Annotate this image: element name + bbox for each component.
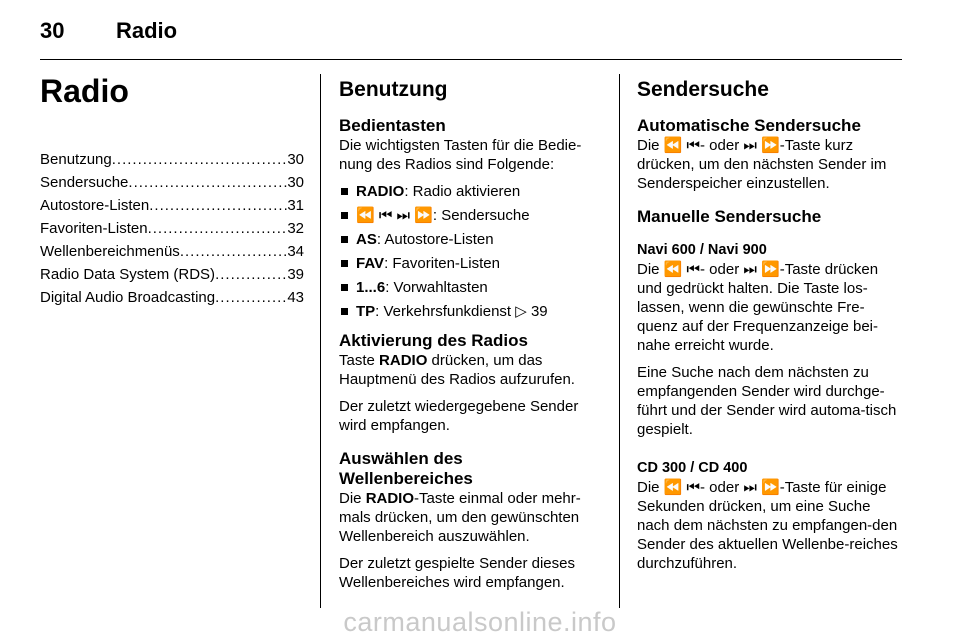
bullet-square-icon	[341, 188, 348, 195]
list-item: 1...6: Vorwahltasten	[339, 278, 607, 297]
toc-item[interactable]	[40, 263, 304, 286]
paragraph: Die wichtigsten Tasten für die Bedie-nung des Radios sind Folgende:	[339, 137, 582, 173]
toc-item-label: Digital Audio Broadcasting	[40, 289, 216, 306]
paragraph: Der zuletzt wiedergegebene Sender wird empfangen.	[339, 398, 579, 434]
bullet-square-icon	[341, 284, 348, 291]
tuning-column	[637, 74, 905, 581]
toc-list	[40, 148, 304, 309]
toc-leader	[128, 171, 287, 194]
paragraph: Taste RADIO drücken, um das Hauptmenü des Radios aufzurufen.	[339, 352, 575, 388]
toc-item[interactable]	[40, 217, 304, 240]
toc-item-label: Favoriten-Listen	[40, 220, 148, 237]
column-divider-2	[619, 74, 620, 608]
toc-leader	[215, 286, 287, 309]
paragraph: Die ⏪ ⏮- oder ⏭ ⏩-Taste für einige Sekunden drücken, um eine Suche nach dem nächsten zu empfangen-den Sender des aktuellen Wellenbe-reiches durchzuführen.	[637, 479, 898, 572]
list-item: FAV: Favoriten-Listen	[339, 254, 607, 273]
paragraph: Die ⏪ ⏮- oder ⏭ ⏩-Taste drücken und gedrückt halten. Die Taste los-lassen, wenn die gewünschte Fre-quenz auf der Frequenzanzeige bei-nahe erreicht wurde.	[637, 261, 879, 354]
bullet-square-icon	[341, 260, 348, 267]
toc-item-label: Sendersuche	[40, 174, 129, 191]
toc-item[interactable]	[40, 286, 304, 309]
paragraph: Die ⏪ ⏮- oder ⏭ ⏩-Taste kurz drücken, um den nächsten Sender im Senderspeicher einzustellen.	[637, 137, 887, 192]
chapter-title: Radio	[40, 73, 129, 109]
bullet-square-icon	[341, 236, 348, 243]
list-item: RADIO: Radio aktivieren	[339, 182, 607, 201]
toc-item-label: Autostore-Listen	[40, 197, 150, 214]
toc-item-page: 31	[287, 197, 304, 214]
paragraph: Die RADIO-Taste einmal oder mehr-mals drücken, um den gewünschten Wellenbereich auszuwählen.	[339, 490, 581, 545]
heading-bedientasten: Bedientasten	[339, 116, 446, 135]
subheading-navi: Navi 600 / Navi 900	[637, 242, 767, 258]
list-item: TP: Verkehrsfunkdienst ▷ 39	[339, 302, 607, 321]
subheading-cd: CD 300 / CD 400	[637, 460, 748, 476]
section-title-benutzung: Benutzung	[339, 78, 448, 101]
list-item: AS: Autostore-Listen	[339, 230, 607, 249]
toc-item[interactable]	[40, 148, 304, 171]
toc-leader	[148, 217, 288, 240]
heading-automatisch: Automatische Sendersuche	[637, 116, 861, 135]
key-list	[339, 182, 607, 321]
toc-leader	[180, 240, 288, 263]
bullet-square-icon	[341, 308, 348, 315]
paragraph: Der zuletzt gespielte Sender dieses Wellenbereiches wird empfangen.	[339, 555, 575, 591]
toc-leader	[112, 148, 288, 171]
header-title: Radio	[116, 18, 178, 43]
toc-column	[40, 74, 304, 309]
heading-wellenbereich: Auswählen des Wellenbereiches	[339, 449, 473, 488]
toc-item-page: 30	[287, 151, 304, 168]
toc-item-page: 32	[287, 220, 304, 237]
watermark: carmanualsonline.info	[343, 607, 617, 637]
toc-item-page: 39	[287, 266, 304, 283]
heading-manuell: Manuelle Sendersuche	[637, 207, 822, 226]
column-divider-1	[320, 74, 321, 608]
toc-item-page: 34	[287, 243, 304, 260]
bullet-square-icon	[341, 212, 348, 219]
toc-item[interactable]	[40, 240, 304, 263]
toc-item-label: Benutzung	[40, 151, 112, 168]
list-item: ⏪ ⏮ ⏭ ⏩: Sendersuche	[339, 206, 607, 225]
paragraph: Eine Suche nach dem nächsten zu empfangenden Sender wird durchge-führt und der Sender wird automa-tisch gespielt.	[637, 364, 897, 438]
toc-leader	[215, 263, 287, 286]
page-number: 30	[40, 18, 65, 43]
toc-item[interactable]	[40, 171, 304, 194]
heading-aktivierung: Aktivierung des Radios	[339, 331, 528, 350]
toc-item-page: 43	[287, 289, 304, 306]
usage-column	[339, 74, 607, 600]
toc-item-page: 30	[287, 174, 304, 191]
toc-item-label: Radio Data System (RDS)	[40, 266, 216, 283]
toc-item-label: Wellenbereichmenüs	[40, 243, 180, 260]
toc-item[interactable]	[40, 194, 304, 217]
toc-leader	[149, 194, 287, 217]
header-rule	[40, 59, 902, 60]
section-title-sendersuche: Sendersuche	[637, 78, 769, 101]
